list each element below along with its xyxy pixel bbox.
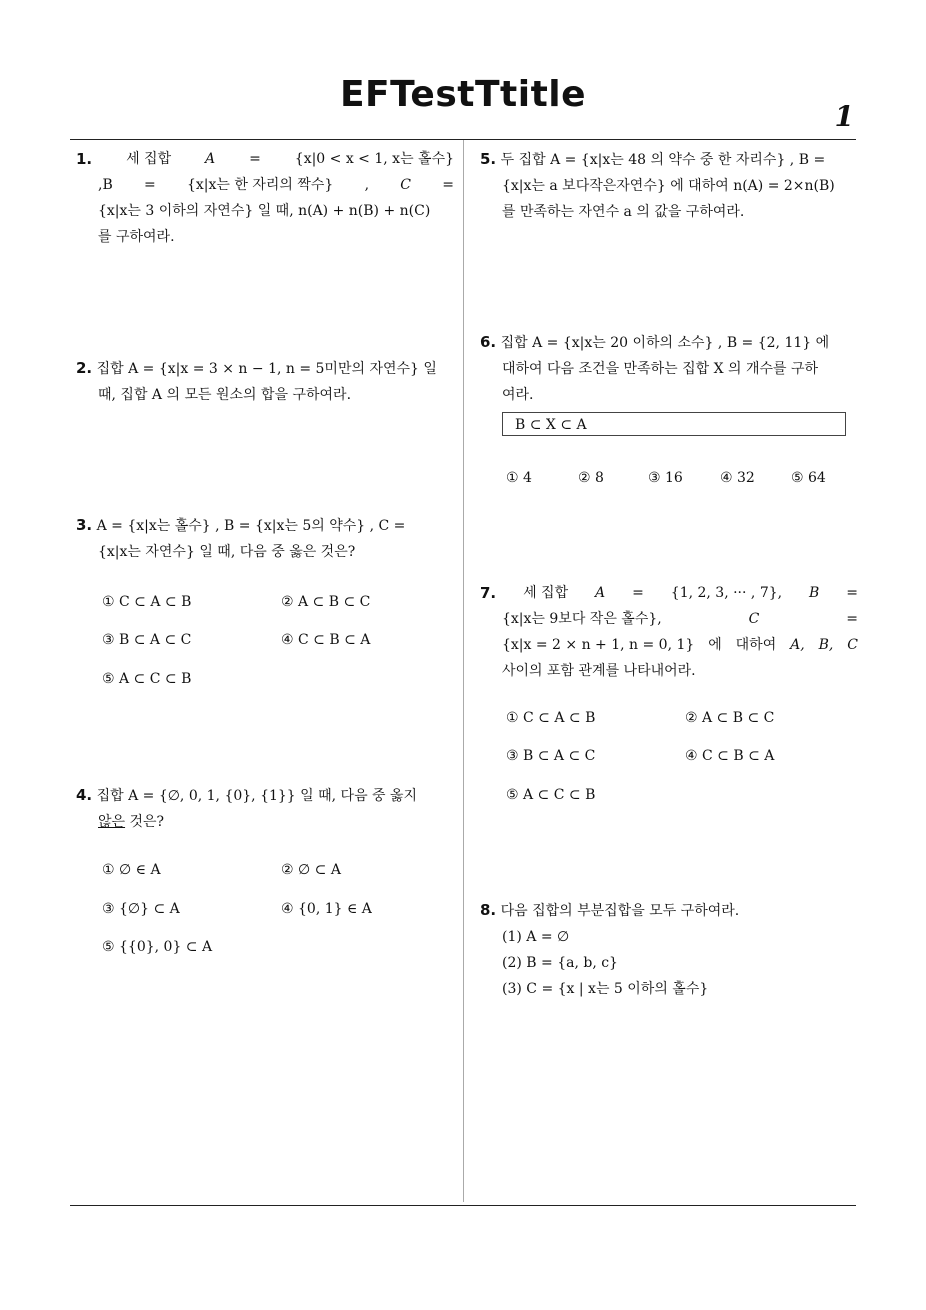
page-title: EFTestTtitle [339, 74, 587, 115]
question-number: 4. [76, 786, 93, 804]
question-text: 두 집합 A = {x|x는 48 의 약수 중 한 자리수} , B = [500, 152, 826, 168]
question-text: 집합 A = {x|x = 3 × n − 1, n = 5미만의 자연수} 일 [96, 361, 437, 377]
math-var: B, [818, 637, 834, 653]
page-number: 1 [834, 100, 854, 133]
question-number: 6. [480, 333, 497, 351]
question-number: 8. [480, 901, 497, 919]
subquestion-3: (3) C = {x | x는 5 이하의 홀수} [502, 981, 709, 997]
q7-choice-4[interactable]: ④ C ⊂ B ⊂ A [685, 748, 775, 764]
q6-choice-5[interactable]: ⑤ 64 [791, 470, 826, 486]
subquestion-1: (1) A = ∅ [502, 929, 570, 945]
question-4-line-1 [76, 782, 456, 809]
math-var: A, [790, 637, 805, 653]
question-1-line-2 [76, 172, 454, 198]
question-8 [480, 897, 860, 1002]
math-var: B [809, 585, 820, 601]
q4-choice-5[interactable]: ⑤ {{0}, 0} ⊂ A [102, 939, 213, 955]
question-6-line-1 [480, 329, 860, 356]
set-def: {x|x = 2 × n + 1, n = 0, 1} [502, 637, 695, 653]
math-eq: = [442, 177, 454, 193]
question-text: 집합 A = {∅, 0, 1, {0}, {1}} 일 때, 다음 중 옳지 [96, 788, 418, 804]
q6-choice-3[interactable]: ③ 16 [648, 470, 683, 486]
math-eq: = [632, 585, 644, 601]
question-2-line-1 [76, 355, 456, 382]
column-divider [463, 140, 464, 1202]
question-number: 3. [76, 516, 93, 534]
q4-choice-2[interactable]: ② ∅ ⊂ A [281, 862, 341, 878]
math-var: C [400, 177, 411, 193]
question-1-line-4: 를 구하여라. [98, 229, 175, 245]
q7-choice-1[interactable]: ① C ⊂ A ⊂ B [506, 710, 596, 726]
question-number: 5. [480, 150, 497, 168]
set-def: {x|x는 한 자리의 짝수} [186, 177, 334, 193]
math-eq: = [846, 611, 858, 627]
question-7-line-3 [480, 632, 858, 658]
question-5-line-1 [480, 146, 860, 173]
question-4-line-2 [76, 809, 456, 835]
q6-choice-2[interactable]: ② 8 [578, 470, 604, 486]
comma: , [364, 177, 370, 193]
question-3 [76, 512, 456, 565]
question-number: 7. [480, 584, 497, 602]
question-text: 세 집합 [126, 151, 172, 167]
q7-choice-2[interactable]: ② A ⊂ B ⊂ C [685, 710, 775, 726]
question-text: 다음 집합의 부분집합을 모두 구하여라. [500, 903, 740, 919]
math-eq: = [249, 151, 261, 167]
q3-choice-2[interactable]: ② A ⊂ B ⊂ C [281, 594, 371, 610]
q3-choice-1[interactable]: ① C ⊂ A ⊂ B [102, 594, 192, 610]
question-7-line-4: 사이의 포함 관계를 나타내어라. [502, 663, 696, 679]
question-number: 2. [76, 359, 93, 377]
question-5 [480, 146, 860, 225]
math-var: A [205, 151, 216, 167]
question-4 [76, 782, 456, 835]
math-eq: = [144, 177, 156, 193]
question-text: 에 [708, 637, 722, 653]
q7-choice-3[interactable]: ③ B ⊂ A ⊂ C [506, 748, 596, 764]
question-2-line-2: 때, 집합 A 의 모든 원소의 합을 구하여라. [98, 387, 352, 403]
question-1-line-3: {x|x는 3 이하의 자연수} 일 때, n(A) + n(B) + n(C) [98, 203, 431, 219]
question-2 [76, 355, 456, 408]
condition-box: B ⊂ X ⊂ A [502, 412, 846, 436]
q3-choice-3[interactable]: ③ B ⊂ A ⊂ C [102, 632, 192, 648]
set-def: {1, 2, 3, ··· , 7}, [670, 585, 783, 601]
question-6-line-3: 여라. [502, 387, 534, 403]
question-6 [480, 329, 860, 408]
math-var: A [595, 585, 606, 601]
question-1 [76, 146, 454, 250]
question-7-line-2 [480, 606, 858, 632]
q3-choice-5[interactable]: ⑤ A ⊂ C ⊂ B [102, 671, 192, 687]
subquestion-2: (2) B = {a, b, c} [502, 955, 618, 971]
set-def: {x|x는 9보다 작은 홀수}, [502, 611, 662, 627]
q6-choice-4[interactable]: ④ 32 [720, 470, 755, 486]
question-5-line-3: 를 만족하는 자연수 a 의 값을 구하여라. [502, 204, 745, 220]
math-var: C [748, 611, 760, 627]
question-5-line-2: {x|x는 a 보다작은자연수} 에 대하여 n(A) = 2×n(B) [502, 178, 835, 194]
question-text: 것은? [125, 814, 165, 830]
math-var: C [847, 637, 858, 653]
bottom-rule [70, 1205, 856, 1206]
q7-choice-5[interactable]: ⑤ A ⊂ C ⊂ B [506, 787, 596, 803]
question-text: 대하여 [735, 637, 777, 653]
question-text: 집합 A = {x|x는 20 이하의 소수} , B = {2, 11} 에 [500, 335, 830, 351]
question-1-line-1 [76, 146, 454, 172]
question-text: ,B [98, 177, 113, 193]
q4-choice-4[interactable]: ④ {0, 1} ∈ A [281, 901, 372, 917]
question-7-line-1 [480, 580, 858, 606]
math-eq: = [846, 585, 858, 601]
question-number: 1. [76, 150, 93, 168]
question-7 [480, 580, 858, 684]
question-text: 세 집합 [523, 585, 569, 601]
q3-choice-4[interactable]: ④ C ⊂ B ⊂ A [281, 632, 371, 648]
q4-choice-1[interactable]: ① ∅ ∈ A [102, 862, 161, 878]
q4-choice-3[interactable]: ③ {∅} ⊂ A [102, 901, 180, 917]
question-8-line-1 [480, 897, 860, 924]
question-3-line-1 [76, 512, 456, 539]
question-text: A = {x|x는 홀수} , B = {x|x는 5의 약수} , C = [96, 518, 406, 534]
question-6-line-2: 대하여 다음 조건을 만족하는 집합 X 의 개수를 구하 [502, 361, 819, 377]
q6-choice-1[interactable]: ① 4 [506, 470, 532, 486]
set-def: {x|0 < x < 1, x는 홀수} [294, 151, 454, 167]
question-3-line-2: {x|x는 자연수} 일 때, 다음 중 옳은 것은? [98, 544, 356, 560]
underlined-text: 않은 [98, 814, 126, 830]
